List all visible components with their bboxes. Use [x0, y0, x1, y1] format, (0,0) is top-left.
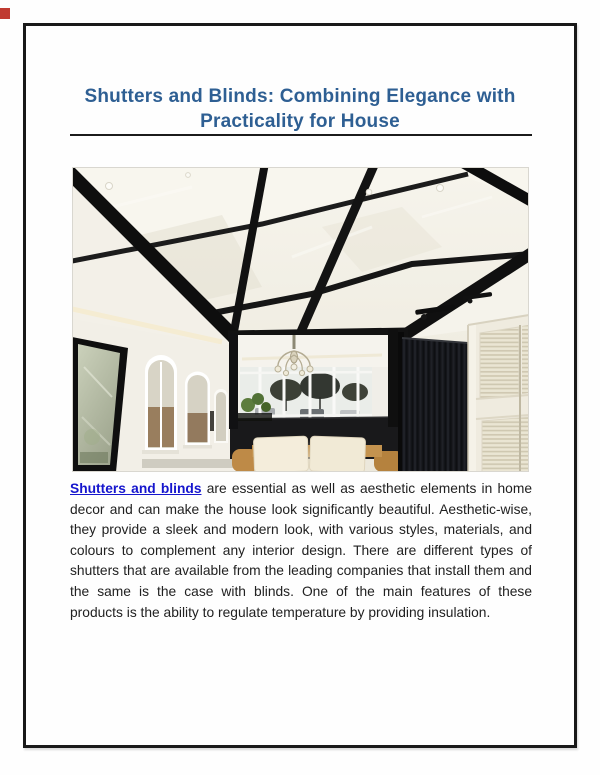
title-divider: [70, 134, 532, 136]
center-window-view: [238, 335, 388, 425]
scan-artifact-mark: [0, 8, 10, 19]
page-title-line2: Practicality for House: [200, 111, 400, 132]
article-image: [72, 167, 529, 472]
page-title-line1: Shutters and Blinds: Combining Elegance with: [84, 86, 516, 107]
page-title: [50, 84, 550, 134]
dark-curtain: [402, 338, 468, 472]
louvered-shutters: [468, 315, 529, 472]
arched-window: [142, 355, 179, 454]
article-paragraph: [70, 479, 532, 623]
showroom-photo-illustration: [72, 167, 529, 472]
arched-window: [183, 372, 212, 449]
sofa-cushion: [253, 436, 308, 472]
sofa-cushion: [309, 436, 365, 472]
arched-window: [214, 389, 228, 443]
article-text: are essential as well as aesthetic elements in home decor and can make the house look significantly beautiful. Aesthetic-wise, they provide a sleek and modern look, with various styles, materials, and colours to complement any interior design. There are different types of shutters that are available from the leading companies that install them and the same is the case with blinds. One of the main features of these products is the ability to regulate temperature by providing insulation.: [70, 481, 532, 620]
article-link[interactable]: Shutters and blinds: [70, 481, 202, 496]
